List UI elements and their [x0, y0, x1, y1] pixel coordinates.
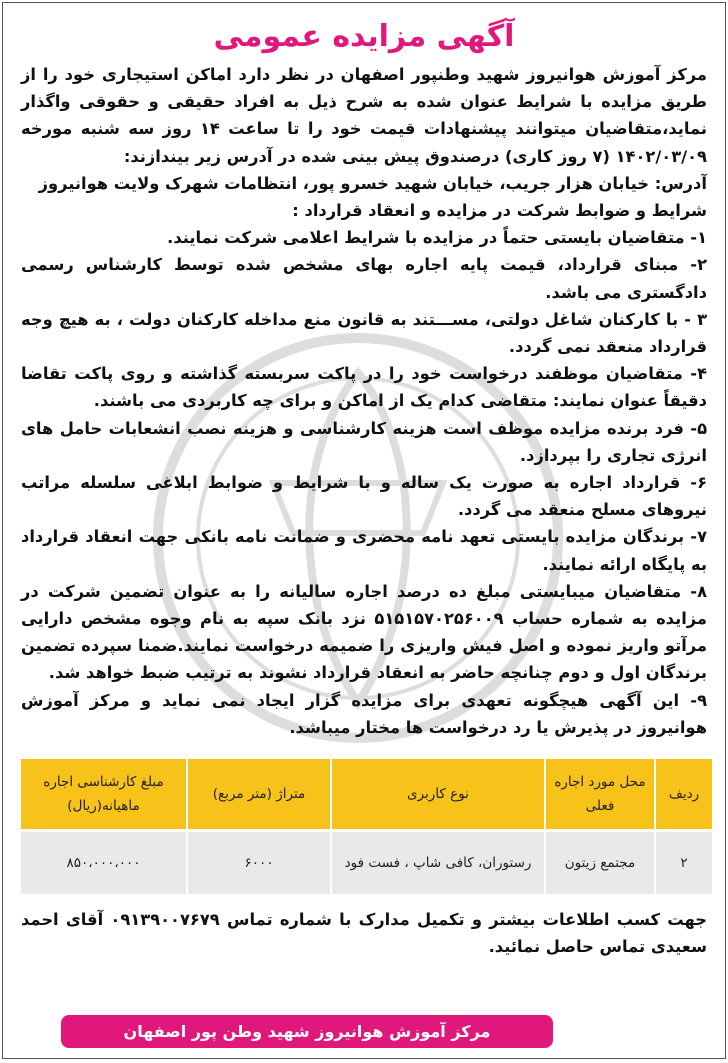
header-row-number: ردیف	[655, 759, 712, 831]
header-area: متراژ (متر مربع)	[187, 759, 331, 831]
condition-item: ۱- متقاضیان بایستی حتماً در مزایده با شرایط اعلامی شرکت نمایند.	[167, 228, 707, 248]
address-line: آدرس: خیابان هزار جریب، خیابان شهید خسرو پور، انتظامات شهرک ولایت هوانیروز	[38, 173, 707, 193]
condition-item: ۳ - با کارکنان شاغل دولتی، مســـتند به قانون منع مداخله کارکنان دولت ، به هیچ وجه قرارداد منعقد نمی گردد.	[21, 309, 707, 357]
condition-item: ۵- فرد برنده مزایده موظف است هزینه کارشناسی و هزینه نصب انشعابات حامل های انرژی تجاری را بپردازد.	[21, 418, 707, 465]
notice-body	[3, 61, 725, 741]
notice-page	[2, 2, 726, 1059]
intro-paragraph: مرکز آموزش هوانیروز شهید وطنپور اصفهان در نظر دارد اماکن استیجاری خود را از طریق مزایده با شرایط عنوان شده به شرح ذیل به افراد حقیقی و حقوقی واگذار نماید،متقاضیان میتوانند پیشنهادات قیمت خود را تا ساعت ۱۴ روز سه شنبه مورخه ۱۴۰۲/۰۳/۰۹ (۷ روز کاری) درصندوق پیش بینی شده در آدرس زیر بیندازند:	[21, 65, 707, 166]
contact-info: جهت کسب اطلاعات بیشتر و تکمیل مدارک با شماره تماس ۰۹۱۳۹۰۰۷۶۷۹ آقای احمد سعیدی تماس حاصل نمائید.	[21, 910, 707, 957]
notice-title: آگهی مزایده عمومی	[213, 19, 515, 54]
condition-item: ۲- مبنای قرارداد، قیمت پایه اجاره بهای مشخص شده توسط کارشناس رسمی دادگستری می باشد.	[21, 255, 707, 302]
table-row	[21, 831, 712, 895]
cell-location: مجتمع زیتون	[545, 831, 655, 895]
condition-item: ۸- متقاضیان میبایستی مبلغ ده درصد اجاره سالیانه را به عنوان تضمین شرکت در مزایده به شماره حساب ۵۱۵۱۵۷۰۲۵۶۰۰۹ نزد بانک سپه به نام وجوه مشخص دارایی مرآتو واریز نموده و اصل فیش واریزی را ضمیمه درخواست نمایند.ضمنا سپرده تضمین برندگان اول و دوم چنانچه حاضر به انعقاد قرارداد نشوند به ترتیب ضبط خواهد شد.	[21, 581, 707, 683]
cell-usage-type: رستوران، کافی شاپ ، فست فود	[331, 831, 545, 895]
cell-row-number: ۲	[655, 831, 712, 895]
conditions-heading: شرایط و ضوابط شرکت در مزایده و انعقاد قرارداد :	[292, 201, 707, 221]
condition-item: ۹- این آگهی هیچگونه تعهدی برای مزایده گزار ایجاد نمی نماید و مرکز آموزش هوانیروز در پذیرش یا رد درخواست ها مختار میباشد.	[21, 690, 707, 737]
condition-item: ۷- برندگان مزایده بایستی تعهد نامه محضری و ضمانت نامه بانکی جهت انعقاد قرارداد به پایگاه ارائه نمایند.	[21, 527, 707, 574]
cell-rent-amount: ۸۵۰،۰۰۰،۰۰۰	[21, 831, 187, 895]
header-usage-type: نوع کاربری	[331, 759, 545, 831]
cell-area: ۶۰۰۰	[187, 831, 331, 895]
footer-banner: مرکز آموزش هوانیروز شهید وطن پور اصفهان	[61, 1015, 553, 1048]
table-header-row	[21, 759, 712, 831]
condition-item: ۶- قرارداد اجاره به صورت یک ساله و با شرایط و ضوابط ابلاغی سلسله مراتب نیروهای مسلح منعقد می گردد.	[21, 473, 707, 520]
header-rent-amount: مبلغ کارشناسی اجاره ماهیانه(ریال)	[21, 759, 187, 831]
auction-table	[21, 759, 712, 894]
condition-item: ۴- متقاضیان موظفند درخواست خود را در پاکت سربسته گذاشته و روی پاکت تقاضا دقیقاً عنوان نمایند: متقاضی کدام یک از اماکن و برای چه کاربردی می باشند.	[21, 364, 707, 411]
header-location: محل مورد اجاره فعلی	[545, 759, 655, 831]
